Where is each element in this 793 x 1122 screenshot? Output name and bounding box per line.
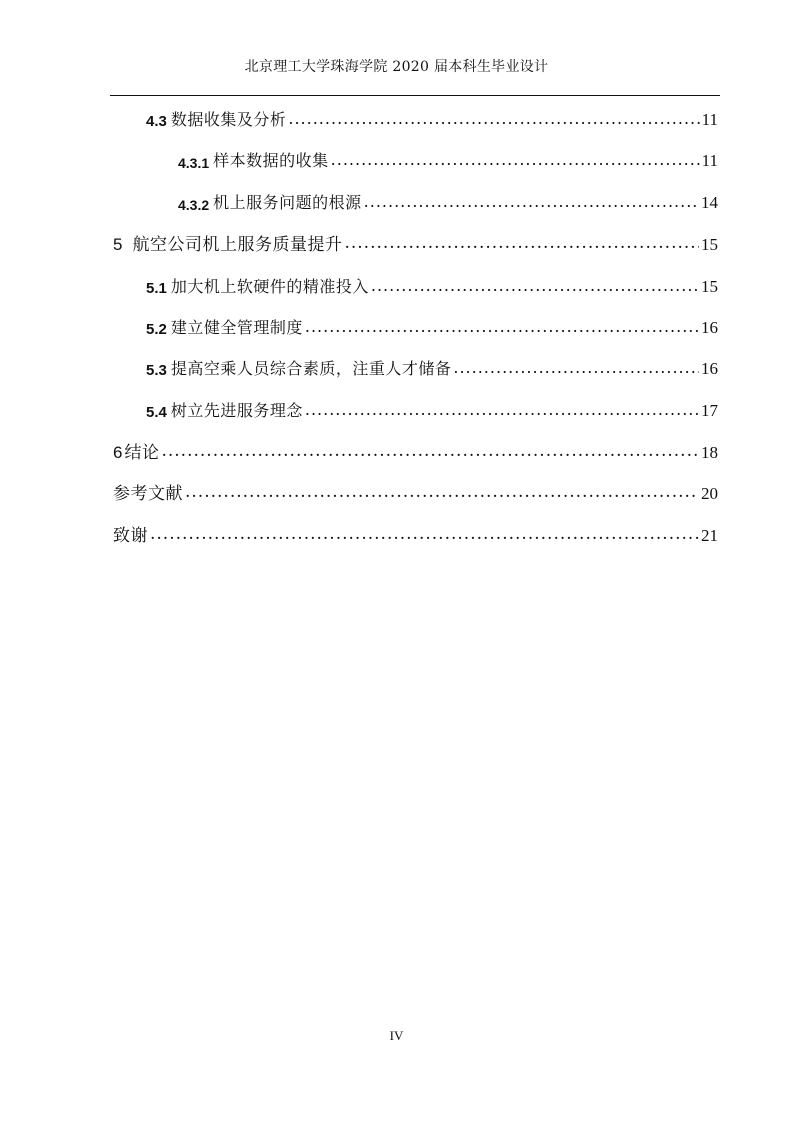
page-number: IV [389, 1028, 404, 1043]
toc-entry-title: 致谢 [113, 526, 148, 546]
toc-entry-page: 18 [701, 443, 718, 462]
toc-leader-dots [305, 402, 699, 421]
toc-entry-5-4[interactable] [146, 395, 718, 421]
toc-entry-page: 15 [701, 277, 718, 296]
toc-entry-page: 11 [701, 151, 718, 170]
toc-entry-title: 建立健全管理制度 [170, 318, 303, 337]
toc-entry-page: 16 [701, 318, 718, 337]
toc-entry-page: 15 [701, 235, 718, 254]
toc-entry-5-1[interactable] [146, 271, 718, 297]
toc-entry-page: 11 [701, 110, 718, 129]
page-header: 北京理工大学珠海学院 2020 届本科生毕业设计 [244, 59, 549, 75]
toc-leader-dots [364, 194, 699, 213]
toc-entry-acknowledgements[interactable] [113, 520, 718, 546]
toc-entry-title: 树立先进服务理念 [170, 401, 303, 420]
toc-entry-references[interactable] [113, 478, 718, 504]
toc-entry-5[interactable] [113, 229, 718, 255]
toc-leader-dots [150, 526, 699, 546]
toc-entry-5-2[interactable] [146, 312, 718, 338]
toc-entry-number: 5.1 [146, 280, 167, 297]
toc-entry-4-3-1[interactable] [178, 145, 718, 171]
toc-leader-dots [344, 235, 699, 255]
toc-entry-number: 5.3 [146, 362, 167, 379]
toc-entry-number: 4.3 [146, 113, 167, 130]
toc-entry-title: 加大机上软硬件的精准投入 [170, 277, 369, 296]
toc-entry-page: 16 [701, 359, 718, 378]
toc-entry-number: 4.3.2 [178, 197, 210, 213]
toc-entry-title: 数据收集及分析 [170, 110, 287, 129]
toc-entry-4-3-2[interactable] [178, 187, 718, 213]
toc-entry-title: 提高空乘人员综合素质，注重人才储备 [170, 359, 452, 378]
toc-entry-page: 14 [701, 193, 718, 212]
toc-entry-number: 5.2 [146, 321, 167, 338]
toc-leader-dots [161, 443, 699, 463]
toc-leader-dots [185, 484, 699, 504]
toc-entry-title: 样本数据的收集 [213, 151, 329, 170]
toc-entry-5-3[interactable] [146, 353, 718, 379]
toc-leader-dots [288, 111, 699, 130]
toc-entry-title: 参考文献 [113, 484, 183, 504]
toc-entry-number: 5.4 [146, 404, 167, 421]
toc-entry-title: 航空公司机上服务质量提升 [132, 235, 343, 255]
toc-entry-page: 21 [701, 526, 718, 545]
toc-entry-6[interactable] [113, 437, 718, 463]
toc-leader-dots [305, 319, 699, 338]
toc-entry-number: 5 [113, 235, 123, 254]
toc-entry-number: 6 [113, 443, 123, 462]
toc-entry-4-3[interactable] [146, 104, 718, 130]
toc-leader-dots [453, 360, 699, 379]
toc-entry-number: 4.3.1 [178, 155, 210, 171]
toc-entry-page: 20 [701, 484, 718, 503]
toc-leader-dots [331, 152, 700, 171]
header-divider [110, 95, 720, 96]
toc-entry-title: 结论 [124, 443, 160, 463]
toc-leader-dots [371, 278, 699, 297]
toc-entry-page: 17 [701, 401, 718, 420]
toc-entry-title: 机上服务问题的根源 [213, 193, 362, 212]
